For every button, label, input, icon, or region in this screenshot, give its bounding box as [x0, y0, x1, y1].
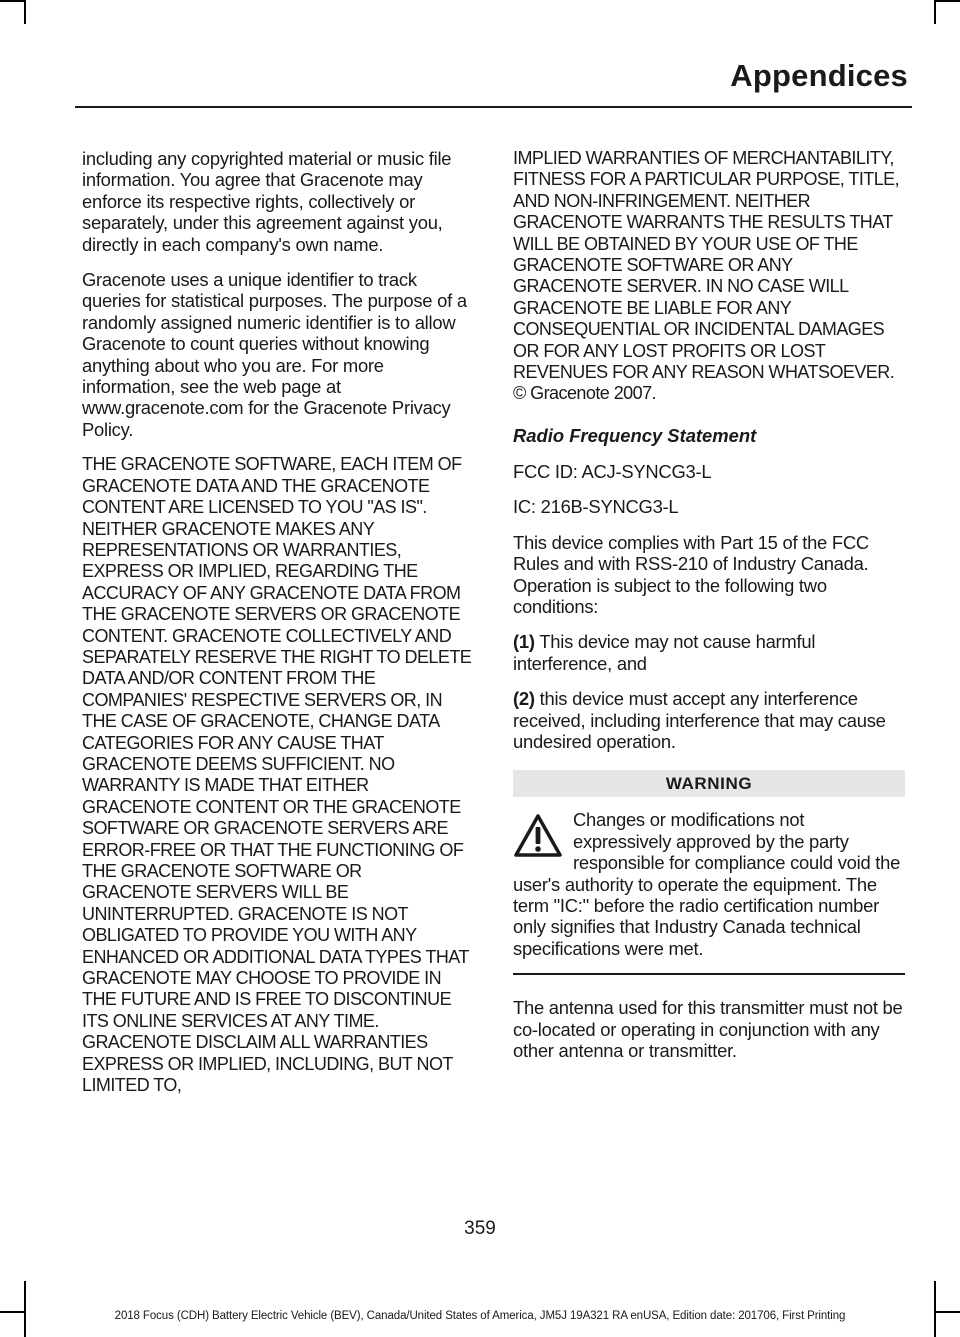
page-number: 359 — [464, 1218, 496, 1239]
paragraph-warranty-continued: IMPLIED WARRANTIES OF MERCHANTABILITY, FITNESS FOR A PARTICULAR PURPOSE, TITLE, AND NON-INFRINGEMENT. NEITHER GRACENOTE WARRANTS THE RESULTS THAT WILL BE OBTAINED BY YOUR USE OF THE GRACENOTE SOFTWARE OR ANY GRACENOTE SERVER. IN NO CASE WILL GRACENOTE BE LIABLE FOR ANY CONSEQUENTIAL OR INCIDENTAL DAMAGES OR FOR ANY LOST PROFITS OR LOST REVENUES FOR ANY REASON WHATSOEVER. © Gracenote 2007. — [513, 148, 900, 404]
crop-mark — [934, 0, 960, 2]
warning-triangle-icon — [513, 813, 563, 859]
header-divider — [75, 106, 912, 108]
right-column — [513, 148, 905, 1075]
paragraph-privacy: Gracenote uses a unique identifier to track queries for statistical purposes. The purpose of a randomly assigned numeric identifier is to allow Gracenote to count queries without knowing anything about who you are. For more information, see the web page at www.gracenote.com for the Gracenote Privacy Policy. — [82, 269, 467, 440]
section-heading: Radio Frequency Statement — [513, 424, 757, 446]
compliance-statement: This device complies with Part 15 of the FCC Rules and with RSS-210 of Industry Canada. Operation is subject to the following two conditions: — [513, 531, 869, 617]
warning-divider — [513, 973, 905, 975]
condition-1-number: (1) — [513, 631, 535, 653]
warning-header: WARNING — [513, 770, 905, 797]
crop-mark — [934, 1281, 936, 1337]
crop-mark — [24, 0, 26, 24]
condition-1-text: This device may not cause harmful interference, and — [513, 631, 816, 674]
ic-id: IC: 216B-SYNCG3-L — [513, 496, 679, 518]
antenna-statement: The antenna used for this transmitter must not be co-located or operating in conjunction with any other antenna or transmitter. — [513, 997, 903, 1061]
crop-mark — [934, 0, 936, 24]
warning-body — [513, 809, 905, 959]
crop-mark — [24, 1281, 26, 1337]
warning-text: Changes or modifications not expressively approved by the party responsible for compliance could void the user's authority to operate the equipment. The term "IC:" before the radio certification number only signifies that Industry Canada technical specifications were met. — [513, 809, 901, 959]
paragraph-warranty: THE GRACENOTE SOFTWARE, EACH ITEM OF GRACENOTE DATA AND THE GRACENOTE CONTENT ARE LICENSED TO YOU "AS IS". NEITHER GRACENOTE MAKES ANY REPRESENTATIONS OR WARRANTIES, EXPRESS OR IMPLIED, REGARDING THE ACCURACY OF ANY GRACENOTE DATA FROM THE GRACENOTE SERVERS OR GRACENOTE CONTENT. GRACENOTE COLLECTIVELY AND SEPARATELY RESERVE THE RIGHT TO DELETE DATA AND/OR CONTENT FROM THE COMPANIES' RESPECTIVE SERVERS OR, IN THE CASE OF GRACENOTE, CHANGE DATA CATEGORIES FOR ANY CAUSE THAT GRACENOTE DEEMS SUFFICIENT. NO WARRANTY IS MADE THAT EITHER GRACENOTE CONTENT OR THE GRACENOTE SOFTWARE OR GRACENOTE SERVERS ARE ERROR-FREE OR THAT THE FUNCTIONING OF THE GRACENOTE SOFTWARE OR GRACENOTE SERVERS WILL BE UNINTERRUPTED. GRACENOTE IS NOT OBLIGATED TO PROVIDE YOU WITH ANY ENHANCED OR ADDITIONAL DATA TYPES THAT GRACENOTE MAY CHOOSE TO PROVIDE IN THE FUTURE AND IS FREE TO DISCONTINUE ITS ONLINE SERVICES AT ANY TIME. GRACENOTE DISCLAIM ALL WARRANTIES EXPRESS OR IMPLIED, INCLUDING, BUT NOT LIMITED TO, — [82, 454, 472, 1096]
condition-2-number: (2) — [513, 688, 535, 710]
crop-mark — [0, 0, 26, 2]
fcc-id: FCC ID: ACJ-SYNCG3-L — [513, 460, 712, 482]
condition-2 — [513, 688, 905, 752]
page-title: Appendices — [730, 58, 908, 93]
left-column — [82, 148, 474, 1110]
paragraph-rights: including any copyrighted material or music file information. You agree that Gracenote may enforce its respective rights, collectively or separately, under this agreement against you, directly in each company's own name. — [82, 148, 452, 255]
condition-2-text: this device must accept any interference received, including interference that may cause undesired operation. — [513, 688, 886, 752]
footer-edition: 2018 Focus (CDH) Battery Electric Vehicle (BEV), Canada/United States of America, JM5J 19A321 RA enUSA, Edition date: 201706, First Printing — [114, 1310, 846, 1322]
condition-1 — [513, 631, 905, 674]
